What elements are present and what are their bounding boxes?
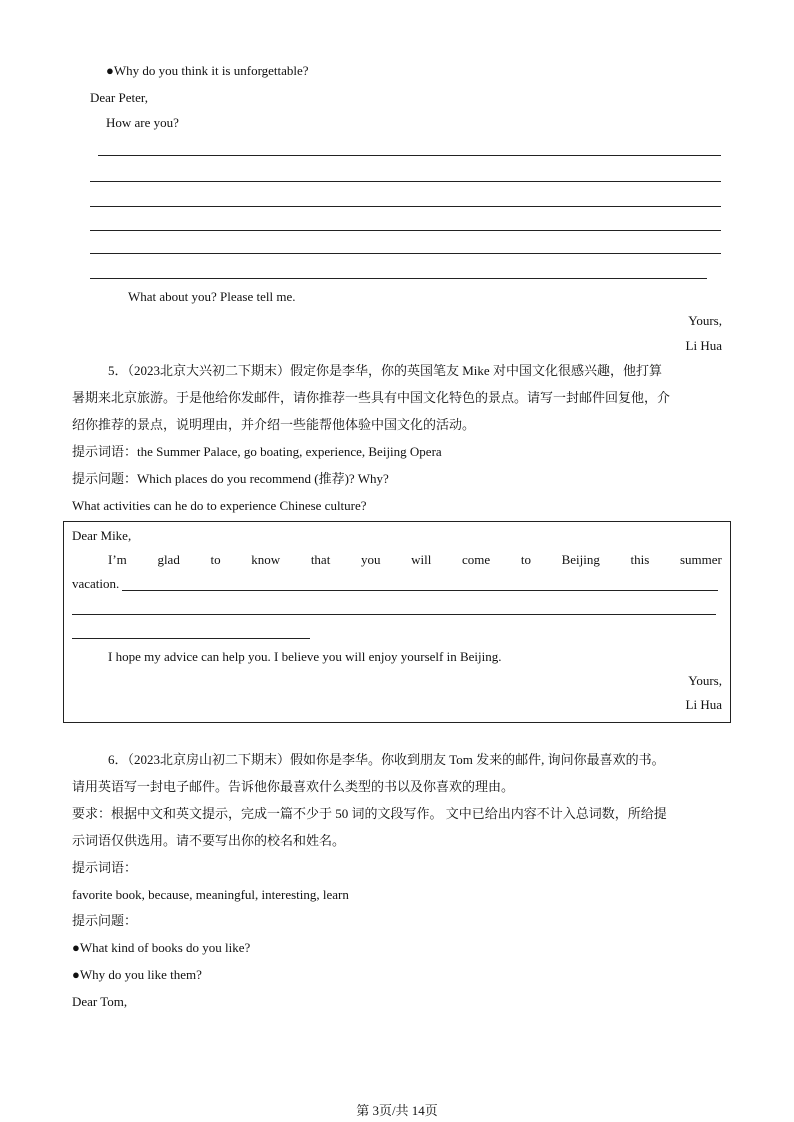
letter-word: know — [251, 552, 281, 567]
letter-word: to — [520, 552, 531, 567]
q6-hint-words-label: 提示词语： — [72, 860, 138, 875]
q5-prompt-line2: 暑期来北京旅游。于是他给你发邮件，请你推荐一些具有中国文化特色的景点。请写一封邮件回复他，介 — [72, 390, 671, 405]
letter-word: to — [210, 552, 221, 567]
q6-prompt-line2: 请用英语写一封电子邮件。告诉他你最喜欢什么类型的书以及你喜欢的理由。 — [72, 779, 515, 794]
writing-line — [90, 253, 721, 254]
q5-letter-vacation: vacation. — [72, 576, 120, 591]
letter-word: Beijing — [561, 552, 600, 567]
letter-word: glad — [157, 552, 180, 567]
q6-requirements-line1: 要求：根据中文和英文提示，完成一篇不少于 50 词的文段写作。 文中已给出内容不计入总词数，所给提 — [72, 806, 667, 821]
writing-line — [72, 638, 310, 639]
q5-question2: What activities can he do to experience Chinese culture? — [72, 498, 367, 513]
writing-line — [98, 155, 721, 156]
q6-hint-questions-label: 提示问题： — [72, 913, 138, 928]
q6-question1: ●What kind of books do you like? — [72, 940, 251, 955]
q6-requirements-line2: 示词语仅供选用。请不要写出你的校名和姓名。 — [72, 833, 346, 848]
letter-word: summer — [680, 552, 722, 567]
q5-prompt-line1: 5．（2023北京大兴初二下期末）假定你是李华，你的英国笔友 Mike 对中国文化很感兴趣，他打算 — [108, 363, 662, 378]
letter-word: this — [630, 552, 650, 567]
letter-word: that — [310, 552, 331, 567]
letter-word: you — [360, 552, 381, 567]
q4-opening: How are you? — [106, 115, 179, 130]
q6-greeting: Dear Tom, — [72, 994, 128, 1009]
q6-prompt-line1: 6．（2023北京房山初二下期末）假如你是李华。你收到朋友 Tom 发来的邮件, 询问你最喜欢的书。 — [108, 752, 665, 767]
q4-closing-line: What about you? Please tell me. — [128, 289, 296, 304]
q5-hint-questions: 提示问题：Which places do you recommend (推荐)? Why? — [72, 471, 389, 486]
q4-bullet-question: ●Why do you think it is unforgettable? — [106, 63, 309, 78]
writing-line — [90, 181, 721, 182]
q6-question2: ●Why do you like them? — [72, 967, 202, 982]
writing-line — [90, 278, 707, 279]
writing-line — [90, 230, 721, 231]
letter-word: I’m — [108, 552, 127, 567]
letter-word: will — [411, 552, 432, 567]
q5-prompt-line3: 绍你推荐的景点，说明理由，并介绍一些能帮他体验中国文化的活动。 — [72, 417, 476, 432]
letter-word: come — [462, 552, 491, 567]
writing-line — [72, 614, 716, 615]
q4-signature: Li Hua — [685, 338, 722, 353]
page-number: 第 3页/共 14页 — [356, 1103, 438, 1118]
q4-sign-off: Yours, — [688, 313, 722, 328]
q5-hint-words: 提示词语：the Summer Palace, go boating, experience, Beijing Opera — [72, 444, 442, 459]
writing-line — [122, 590, 718, 591]
q5-letter-signature: Li Hua — [685, 697, 722, 712]
q6-hint-words: favorite book, because, meaningful, interesting, learn — [72, 887, 349, 902]
q5-letter-first-line — [108, 552, 722, 568]
q4-greeting: Dear Peter, — [90, 90, 148, 105]
q5-letter-sign-off: Yours, — [688, 673, 722, 688]
q5-letter-closing: I hope my advice can help you. I believe you will enjoy yourself in Beijing. — [108, 649, 502, 664]
q5-letter-greeting: Dear Mike, — [72, 528, 132, 543]
writing-line — [90, 206, 721, 207]
